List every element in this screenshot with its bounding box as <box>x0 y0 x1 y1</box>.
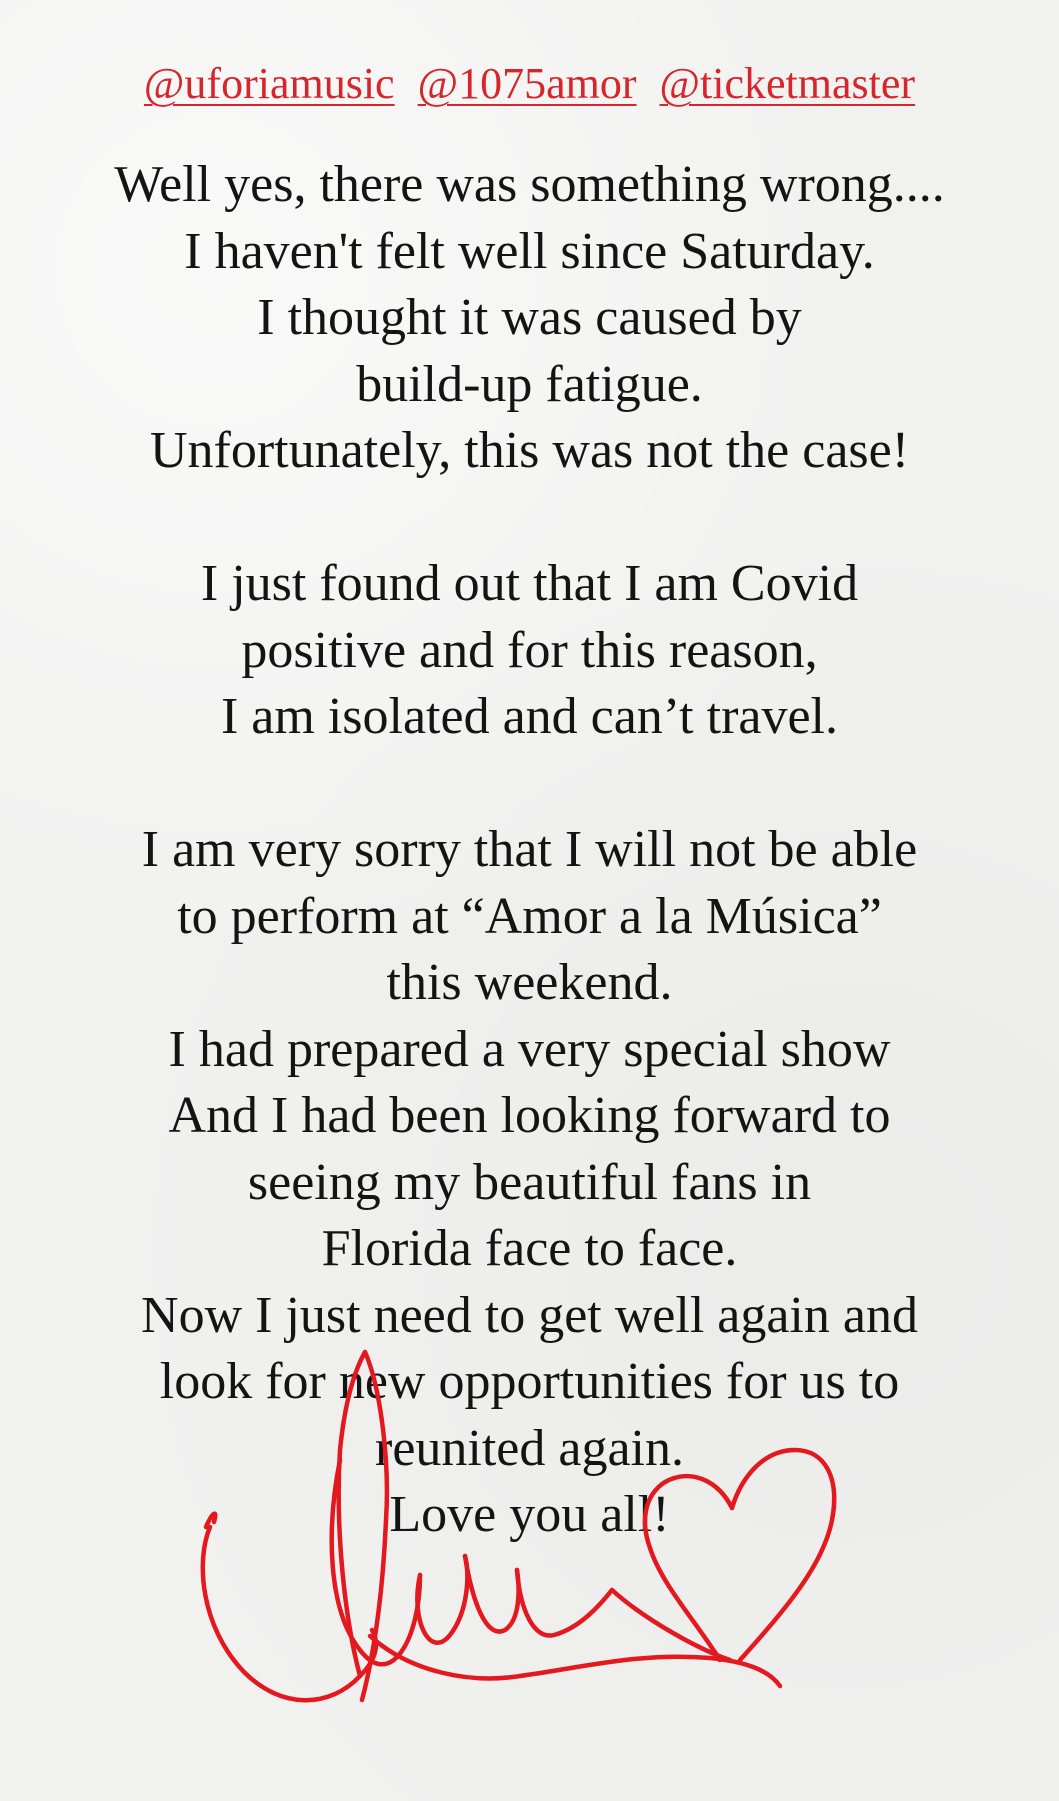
mentions-row <box>0 58 1059 110</box>
message-line: look for new opportunities for us to <box>159 1353 900 1410</box>
mention-link-ticketmaster[interactable]: @ticketmaster <box>659 59 916 108</box>
message-line: positive and for this reason, <box>241 621 818 679</box>
mention-link-1075amor[interactable]: @1075amor <box>417 59 637 108</box>
message-line: this weekend. <box>386 954 673 1011</box>
message-line: I haven't felt well since Saturday. <box>184 222 875 280</box>
message-line: Unfortunately, this was not the case! <box>149 422 910 479</box>
message-line: I had prepared a very special show <box>168 1020 891 1078</box>
message-line: I am very sorry that I will not be able <box>141 821 918 878</box>
message-line: reunited again. <box>375 1419 684 1477</box>
message-line: Now I just need to get well again and <box>141 1286 918 1344</box>
message-line: And I had been looking forward to <box>168 1087 891 1144</box>
message-line: to perform at “Amor a la Música” <box>177 887 882 945</box>
message-body <box>0 152 1059 1549</box>
message-line: build-up fatigue. <box>356 355 703 413</box>
mention-link-uforiamusic[interactable]: @uforiamusic <box>143 59 395 108</box>
message-line: Well yes, there was something wrong.... <box>114 156 945 213</box>
message-line: Love you all! <box>389 1486 670 1543</box>
message-line: seeing my beautiful fans in <box>247 1153 812 1211</box>
paragraph-gap <box>0 751 1059 818</box>
paragraph-gap <box>0 485 1059 552</box>
message-line: I just found out that I am Covid <box>200 555 859 612</box>
message-line: Florida face to face. <box>321 1220 738 1277</box>
message-line: I am isolated and can’t travel. <box>220 688 839 745</box>
message-line: I thought it was caused by <box>257 289 802 346</box>
